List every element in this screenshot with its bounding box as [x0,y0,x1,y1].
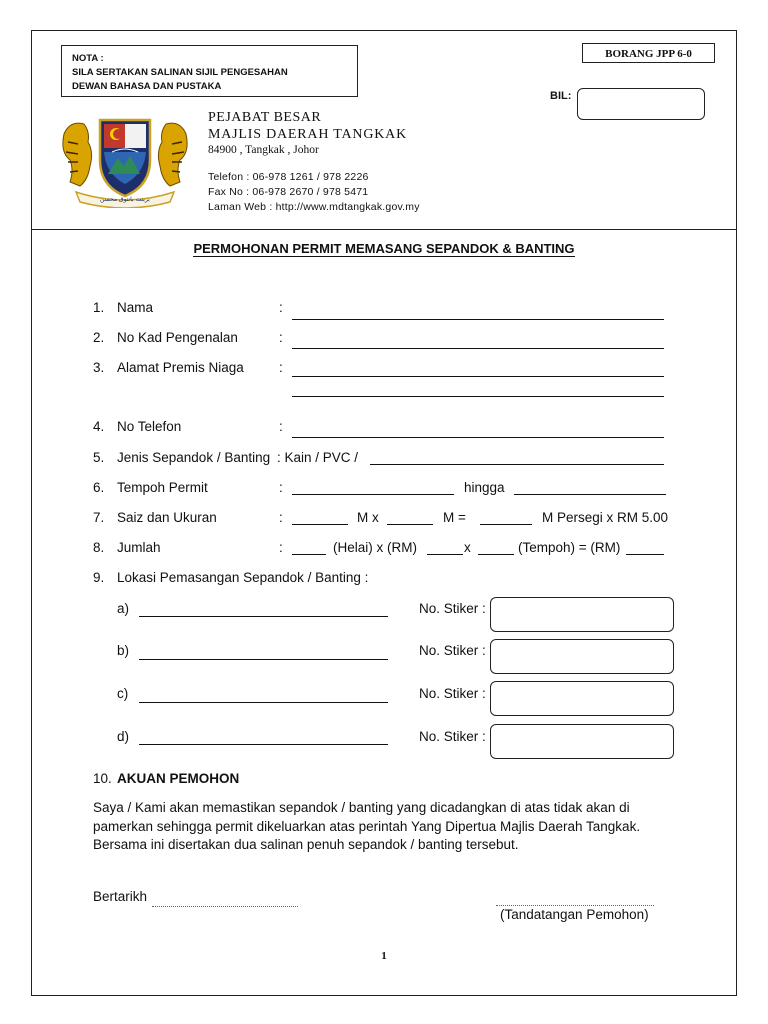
item-6-colon: : [279,480,283,495]
bertarikh-label: Bertarikh [93,889,148,904]
item-8-label: Jumlah [117,540,161,555]
item-1-label: Nama [117,300,154,315]
item-1-colon: : [279,300,283,315]
item-1-number: 1. [93,300,105,315]
form-title: PERMOHONAN PERMIT MEMASANG SEPANDOK & BANTING [193,241,575,256]
council-crest-logo [56,112,194,208]
lokasi-b-field[interactable] [139,659,388,660]
akuan-text-line-1: Saya / Kami akan memastikan sepandok / banting yang dicadangkan di atas tidak akan di [93,800,630,815]
item-6-label: Tempoh Permit [117,480,208,495]
saiz-m-x-label: M x [357,510,379,525]
akuan-text-line-3: Bersama ini disertakan dua salinan penuh sepandok / banting tersebut. [93,837,519,852]
saiz-rate-label: M Persegi x RM 5.00 [542,510,669,525]
jenis-other-field[interactable] [370,464,664,465]
lokasi-c-field[interactable] [139,702,388,703]
saiz-m-equals-label: M = [443,510,466,525]
saiz-height-field[interactable] [387,524,433,525]
item-7-colon: : [279,510,283,525]
akuan-text-line-2: pamerkan sehingga permit dikeluarkan atas perintah Yang Dipertua Majlis Daerah Tangkak. [93,819,641,834]
item-4-number: 4. [93,419,105,434]
item-8-colon: : [279,540,283,555]
org-line-1: PEJABAT BESAR [208,110,322,125]
header-divider [31,229,736,230]
item-3-number: 3. [93,360,105,375]
item-2-number: 2. [93,330,105,345]
lokasi-b-stiker-box[interactable] [490,639,674,674]
address-field-line-1[interactable] [292,376,664,377]
hingga-label: hingga [464,480,505,495]
item-3-colon: : [279,360,283,375]
bil-field[interactable] [577,88,705,120]
org-line-2: MAJLIS DAERAH TANGKAK [208,127,407,142]
item-6-number: 6. [93,480,105,495]
lokasi-a-stiker-box[interactable] [490,597,674,632]
lokasi-a-letter: a) [117,601,130,616]
nota-line-2: DEWAN BAHASA DAN PUSTAKA [72,81,222,92]
lokasi-b-stiker-label: No. Stiker : [419,643,486,658]
jumlah-helai-label: (Helai) x (RM) [333,540,417,555]
item-7-label: Saiz dan Ukuran [117,510,217,525]
signature-label: (Tandatangan Pemohon) [500,907,649,922]
nota-title: NOTA : [72,53,104,64]
item-2-label: No Kad Pengenalan [117,330,238,345]
item-2-colon: : [279,330,283,345]
item-5-number: 5. [93,450,105,465]
nota-box [61,45,358,97]
jumlah-total-field[interactable] [626,554,664,555]
item-4-label: No Telefon [117,419,182,434]
saiz-width-field[interactable] [292,524,348,525]
jumlah-x-label: x [464,540,471,555]
bertarikh-field[interactable] [152,906,298,907]
crest-motto: بربنت بانتوق محسن [100,196,150,203]
nama-field[interactable] [292,319,664,320]
jumlah-rm-field[interactable] [427,554,463,555]
page-number: 1 [381,950,387,962]
telefon-field[interactable] [292,437,664,438]
ic-number-field[interactable] [292,348,664,349]
lokasi-c-letter: c) [117,686,129,701]
item-9-number: 9. [93,570,105,585]
fax-info: Fax No : 06-978 2670 / 978 5471 [208,186,369,198]
item-3-label: Alamat Premis Niaga [117,360,244,375]
lokasi-c-stiker-box[interactable] [490,681,674,716]
saiz-area-field[interactable] [480,524,532,525]
item-9-label: Lokasi Pemasangan Sepandok / Banting : [117,570,369,585]
lokasi-d-stiker-label: No. Stiker : [419,729,486,744]
jumlah-tempoh-label: (Tempoh) = (RM) [518,540,621,555]
jumlah-helai-field[interactable] [292,554,326,555]
tempoh-to-field[interactable] [514,494,666,495]
lokasi-d-field[interactable] [139,744,388,745]
website-info: Laman Web : http://www.mdtangkak.gov.my [208,201,420,213]
item-10-number: 10. [93,771,112,786]
org-address: 84900 , Tangkak , Johor [208,144,319,156]
borang-code: BORANG JPP 6-0 [582,43,715,63]
lokasi-a-field[interactable] [139,616,388,617]
address-field-line-2[interactable] [292,396,664,397]
item-5-label: Jenis Sepandok / Banting [117,450,271,465]
nota-line-1: SILA SERTAKAN SALINAN SIJIL PENGESAHAN [72,67,288,78]
tempoh-from-field[interactable] [292,494,454,495]
lokasi-a-stiker-label: No. Stiker : [419,601,486,616]
item-4-colon: : [279,419,283,434]
lokasi-d-letter: d) [117,729,130,744]
telefon-info: Telefon : 06-978 1261 / 978 2226 [208,171,369,183]
item-7-number: 7. [93,510,105,525]
lokasi-d-stiker-box[interactable] [490,724,674,759]
akuan-title: AKUAN PEMOHON [117,771,240,786]
item-5-options: : Kain / PVC / [277,450,359,465]
bil-label: BIL: [550,90,572,102]
jumlah-tempoh-field[interactable] [478,554,514,555]
lokasi-c-stiker-label: No. Stiker : [419,686,486,701]
signature-field[interactable] [496,905,654,906]
lokasi-b-letter: b) [117,643,130,658]
item-8-number: 8. [93,540,105,555]
